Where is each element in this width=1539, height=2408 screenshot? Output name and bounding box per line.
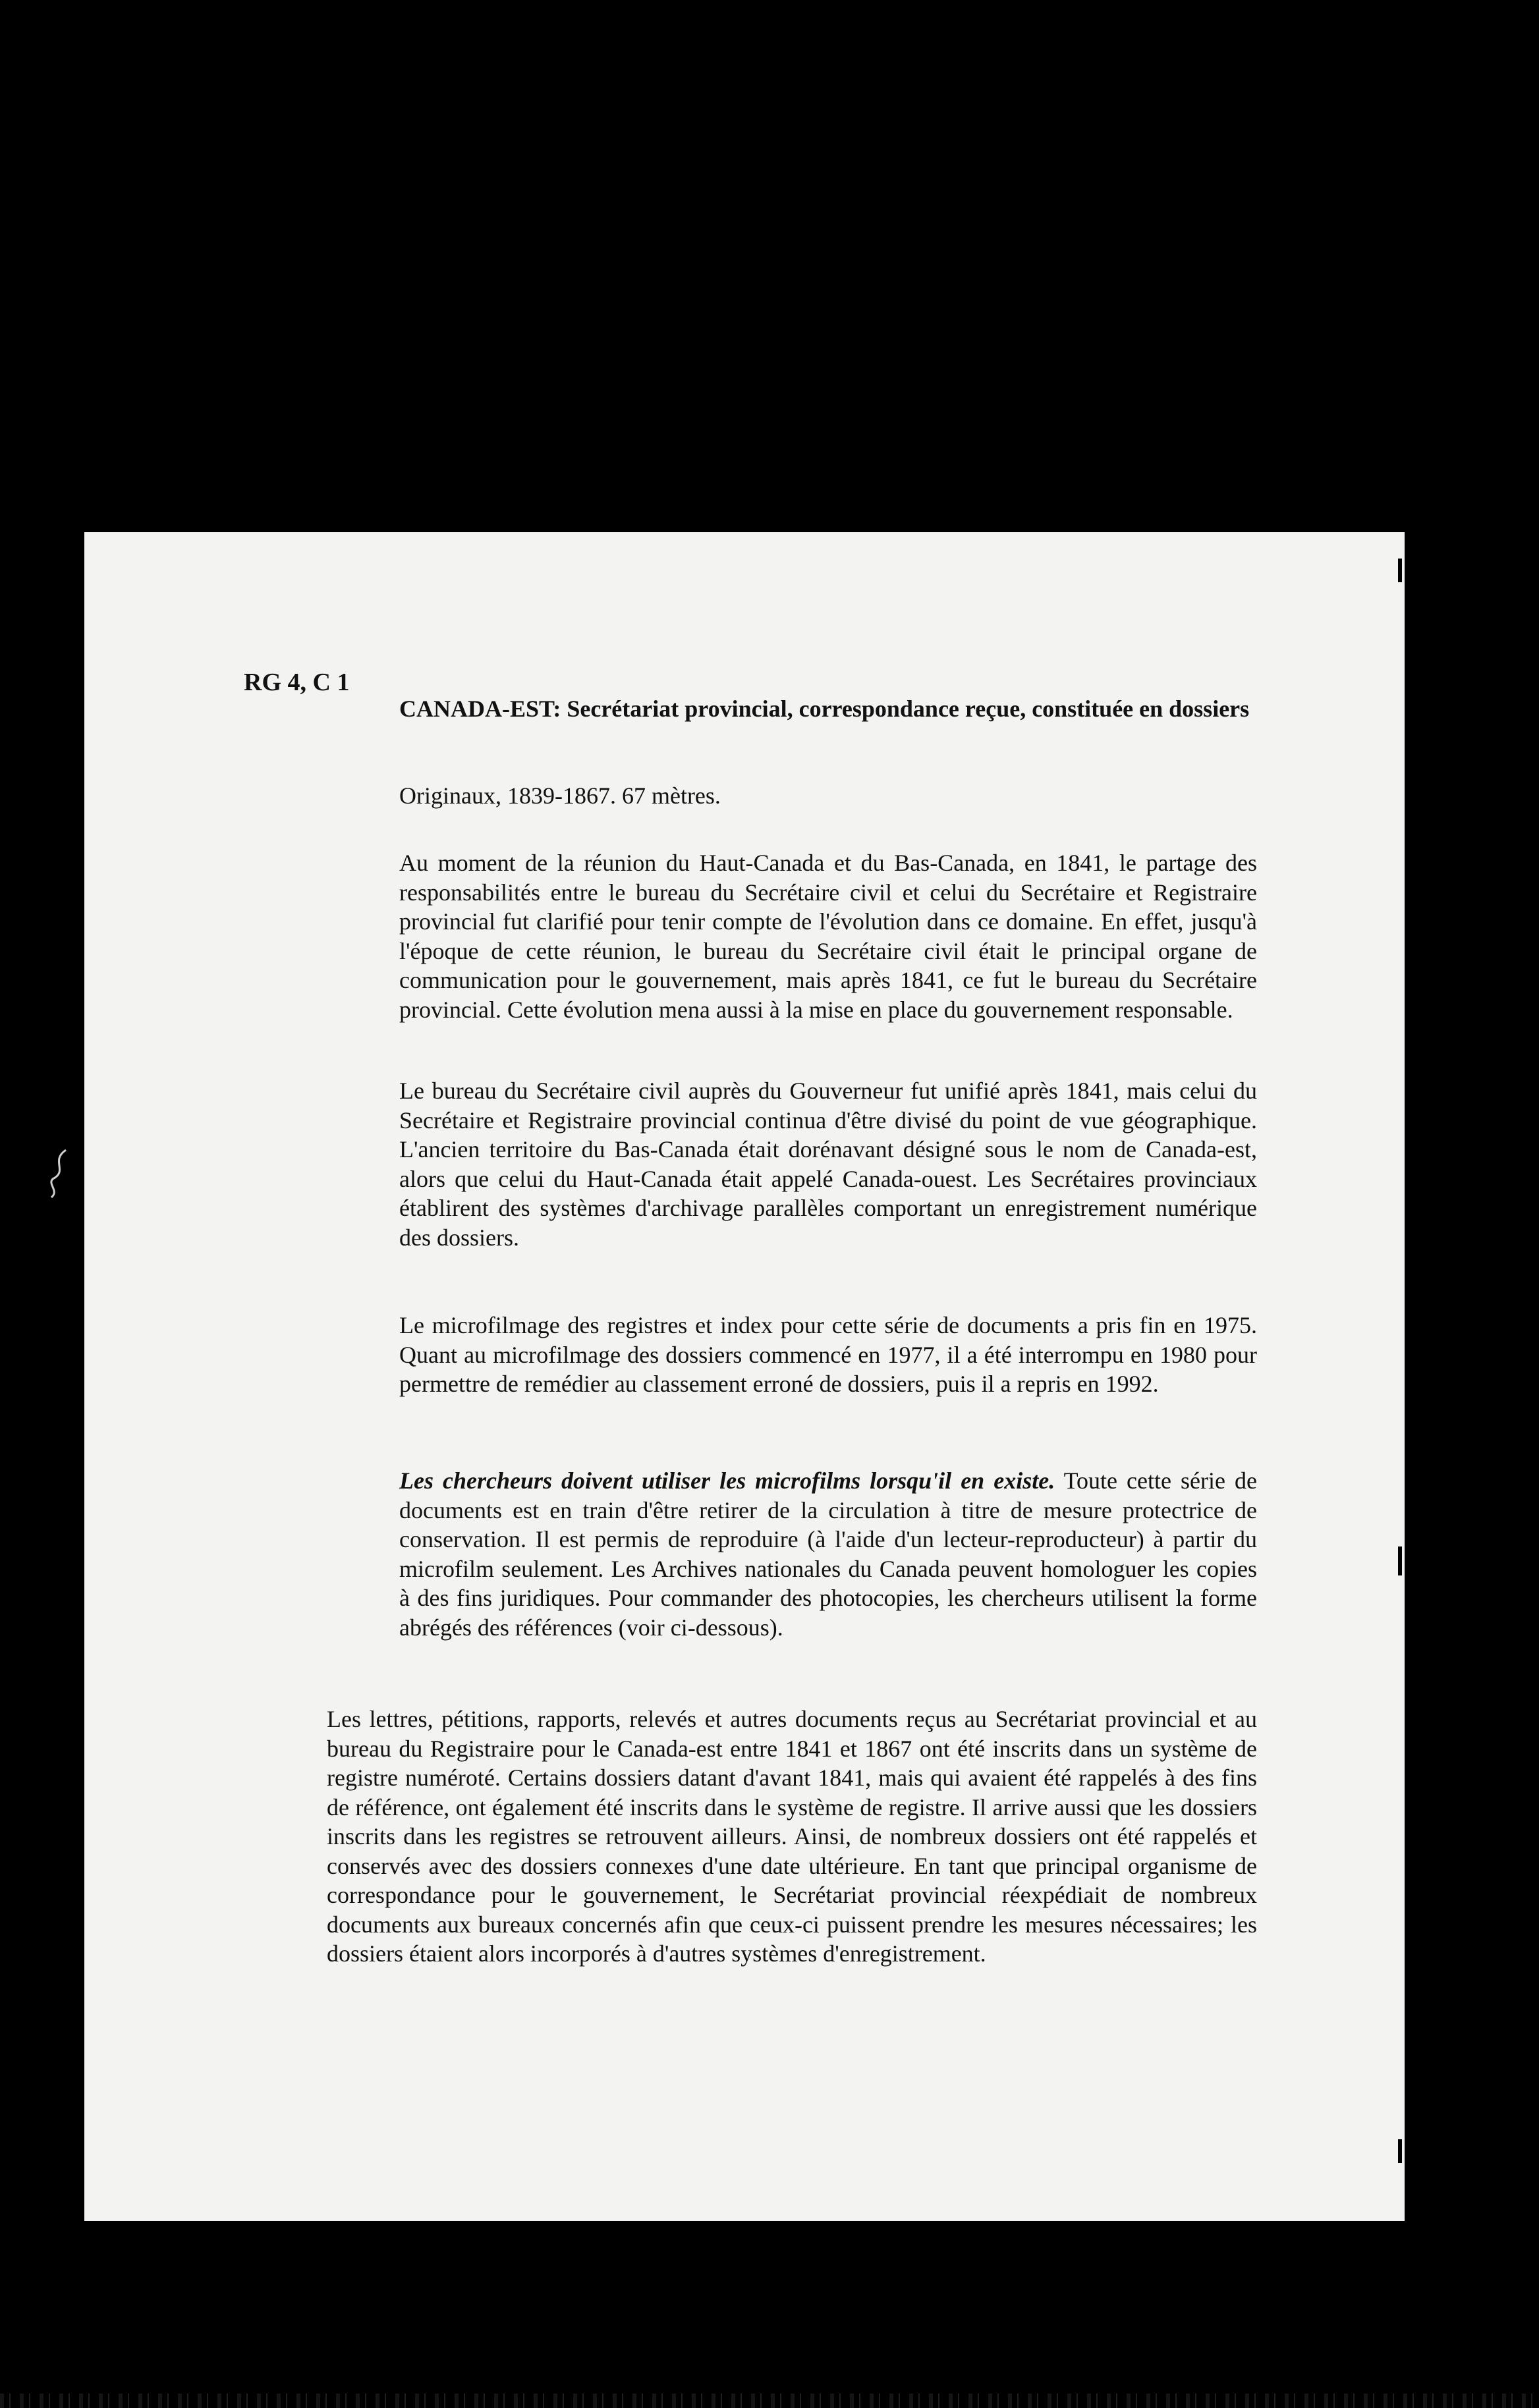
scan-border-strip [0,2394,1539,2408]
scan-edge-mark [1398,2139,1402,2163]
reference-code: RG 4, C 1 [244,669,350,696]
registry-paragraph: Les lettres, pétitions, rapports, relevés et autres documents reçus au Secrétariat provincial et au bureau du Registraire pour le Canada-est entre 1841 et 1867 ont été inscrits dans un système de registre numéroté. Certains dossiers datant d'avant 1841, mais qui avaient été rappelés à des fins de référence, ont également été inscrits dans le système de registre. Il arrive aussi que les dossiers inscrits dans les registres se retrouvent ailleurs. Ainsi, de nombreux dossiers ont été rappelés et conservés avec des dossiers connexes d'une date ultérieure. En tant que principal organisme de correspondance pour le gouvernement, le Secrétariat provincial réexpédiait de nombreux documents aux bureaux concernés afin que ceux-ci puissent prendre les mesures nécessaires; les dossiers étaient alors incorporés à d'autres systèmes d'enregistrement. [327,1706,1257,1967]
microfilm-notice-body: Toute cette série de documents est en train d'être retirer de la circulation à titre de mesure protectrice de conservation. Il est permis de reproduire (à l'aide d'un lecteur-reproducteur) à partir du microfilm seulement. Les Archives nationales du Canada peuvent homologuer les copies à des fins juridiques. Pour commander des photocopies, les chercheurs utilisent la forme abrégés des références (voir ci-dessous). [399,1467,1257,1641]
microfilm-notice-paragraph [399,1466,1257,1642]
margin-mark-icon [46,1147,72,1200]
scan-edge-mark [1398,559,1402,582]
scanned-page [84,532,1405,2221]
scan-edge-mark [1398,1546,1402,1575]
history-paragraph: Au moment de la réunion du Haut-Canada et du Bas-Canada, en 1841, le partage des responsabilités entre le bureau du Secrétaire civil et celui du Secrétaire et Registraire provincial fut clarifié pour tenir compte de l'évolution dans ce domaine. En effet, jusqu'à l'époque de cette réunion, le bureau du Secrétaire civil était le principal organe de communication pour le gouvernement, mais après 1841, ce fut le bureau du Secrétaire provincial. Cette évolution mena aussi à la mise en place du gouvernement responsable. [399,850,1257,1023]
organization-paragraph: Le bureau du Secrétaire civil auprès du Gouverneur fut unifié après 1841, mais celui du Secrétaire et Registraire provincial continua d'être divisé du point de vue géographique. L'ancien territoire du Bas-Canada était dorénavant désigné sous le nom de Canada-est, alors que celui du Haut-Canada était appelé Canada-ouest. Les Secrétaires provinciaux établirent des systèmes d'archivage parallèles comportant un enregistrement numérique des dossiers. [399,1078,1257,1251]
microfilming-paragraph: Le microfilmage des registres et index pour cette série de documents a pris fin en 1975. Quant au microfilmage des dossiers commencé en 1977, il a été interrompu en 1980 pour permettre de remédier au classement erroné de dossiers, puis il a repris en 1992. [399,1312,1257,1397]
series-title: CANADA-EST: Secrétariat provincial, correspondance reçue, constituée en dossiers [399,696,1250,722]
microfilm-notice-lead: Les chercheurs doivent utiliser les microfilms lorsqu'il en existe. [399,1467,1055,1494]
extent-statement: Originaux, 1839-1867. 67 mètres. [399,782,721,809]
